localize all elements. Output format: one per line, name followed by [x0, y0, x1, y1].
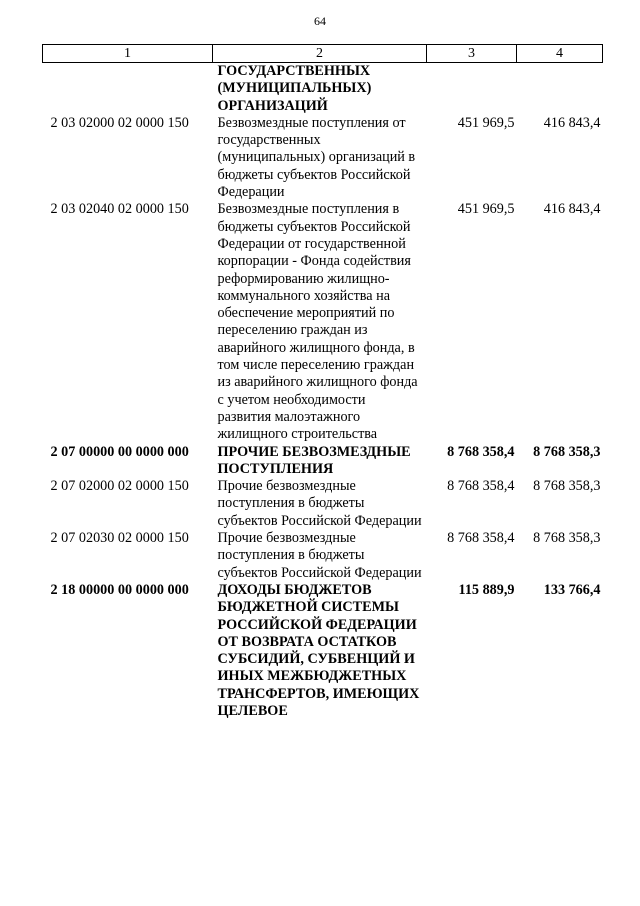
row-code [43, 63, 213, 115]
row-value-3: 451 969,5 [457, 114, 515, 131]
table-row [43, 582, 603, 720]
row-value-4 [517, 63, 603, 115]
table-row [43, 478, 603, 530]
page-number: 64 [314, 14, 326, 28]
table-row [43, 63, 603, 115]
row-name: ГОСУДАРСТВЕННЫХ (МУНИЦИПАЛЬНЫХ) ОРГАНИЗАЦИЙ [217, 63, 372, 114]
table-row [43, 530, 603, 582]
row-value-3: 115 889,9 [458, 581, 515, 598]
table-row [43, 444, 603, 479]
row-code: 2 07 02030 02 0000 150 [50, 530, 189, 547]
table-row [43, 201, 603, 443]
budget-revenue-table [42, 44, 603, 720]
row-name: ПРОЧИЕ БЕЗВОЗМЕЗДНЫЕ ПОСТУПЛЕНИЯ [217, 443, 411, 477]
header-col-2: 2 [213, 45, 427, 63]
header-col-1: 1 [43, 45, 213, 63]
header-row [43, 45, 603, 63]
row-value-3: 451 969,5 [457, 201, 515, 218]
table-header [43, 45, 603, 63]
row-value-3: 8 768 358,4 [447, 443, 515, 460]
row-value-4: 416 843,4 [543, 201, 601, 218]
header-col-3: 3 [427, 45, 517, 63]
row-name: Прочие безвозмездные поступления в бюджеты субъектов Российской Федерации [217, 478, 422, 529]
row-name: Прочие безвозмездные поступления в бюджеты субъектов Российской Федерации [217, 530, 422, 581]
table-body [43, 63, 603, 721]
row-value-4: 416 843,4 [543, 114, 601, 131]
row-value-3: 8 768 358,4 [447, 530, 515, 547]
row-code: 2 03 02000 02 0000 150 [50, 114, 189, 131]
row-code: 2 07 02000 02 0000 150 [50, 478, 189, 495]
row-value-4: 8 768 358,3 [533, 443, 601, 460]
row-name: Безвозмездные поступления в бюджеты субъектов Российской Федерации от государственной корпорации - Фонда содействия реформированию жилищно-коммунального хозяйства на обеспечение мероприятий по переселению граждан из аварийного жилищного фонда, в том числе переселению граждан из аварийного жилищного фонда с учетом необходимости развития малоэтажного жилищного строительства [217, 201, 418, 443]
row-value-4: 8 768 358,3 [533, 478, 601, 495]
row-code: 2 07 00000 00 0000 000 [50, 443, 189, 460]
row-name: Безвозмездные поступления от государственных (муниципальных) организаций в бюджеты субъектов Российской Федерации [217, 114, 416, 201]
row-value-3 [427, 63, 517, 115]
table-row [43, 115, 603, 201]
row-code: 2 18 00000 00 0000 000 [50, 581, 189, 598]
row-value-4: 133 766,4 [543, 581, 601, 598]
row-code: 2 03 02040 02 0000 150 [50, 201, 189, 218]
row-value-4: 8 768 358,3 [533, 530, 601, 547]
header-col-4: 4 [517, 45, 603, 63]
row-name: ДОХОДЫ БЮДЖЕТОВ БЮДЖЕТНОЙ СИСТЕМЫ РОССИЙСКОЙ ФЕДЕРАЦИИ ОТ ВОЗВРАТА ОСТАТКОВ СУБСИДИЙ, СУБВЕНЦИЙ И ИНЫХ МЕЖБЮДЖЕТНЫХ ТРАНСФЕРТОВ, ИМЕЮЩИХ ЦЕЛЕВОЕ [217, 581, 420, 719]
row-value-3: 8 768 358,4 [447, 478, 515, 495]
